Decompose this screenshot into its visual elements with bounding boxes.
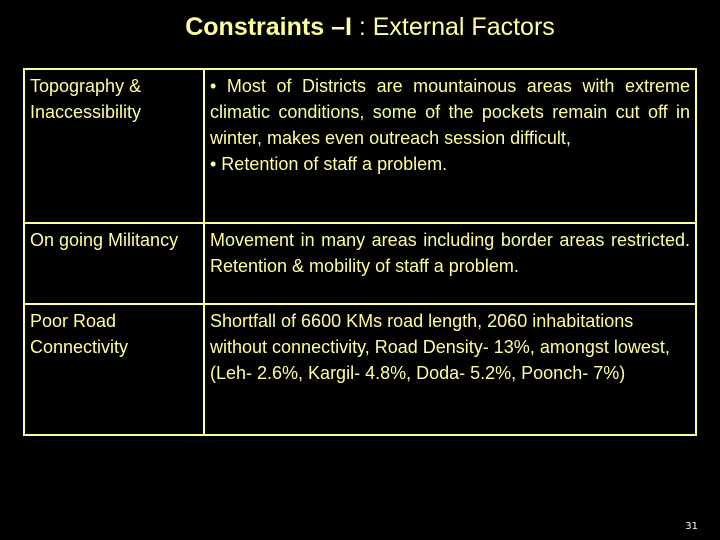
detail-cell — [204, 223, 696, 304]
detail-bullet: • Most of Districts are mountainous areas with extreme climatic conditions, some of the pockets remain cut off in winter, makes even outreach session difficult, — [210, 76, 690, 148]
title-rest-part: : External Factors — [351, 13, 555, 41]
detail-cell — [204, 69, 696, 223]
detail-text: Movement in many areas including border areas restricted. Retention & mobility of staff a problem. — [210, 230, 690, 276]
title-bold-part: Constraints –I — [185, 13, 352, 41]
table-row — [24, 304, 696, 435]
factor-label: On going Militancy — [30, 230, 179, 250]
page-number: 31 — [685, 521, 698, 532]
factor-cell — [24, 304, 204, 435]
table-row — [24, 69, 696, 223]
detail-bullet: • Retention of staff a problem. — [210, 154, 448, 174]
factor-cell — [24, 69, 204, 223]
detail-text: Shortfall of 6600 KMs road length, 2060 inhabitations without connectivity, Road Density- 13%, amongst lowest, (Leh- 2.6%, Kargil- 4.8%, Doda- 5.2%, Poonch- 7%) — [210, 311, 670, 383]
table-row — [24, 223, 696, 304]
external-factors-table — [23, 68, 697, 436]
factor-label: Poor Road Connectivity — [30, 311, 129, 357]
factor-cell — [24, 223, 204, 304]
factor-label: Topography & Inaccessibility — [30, 76, 142, 122]
slide-title — [0, 10, 720, 44]
detail-cell — [204, 304, 696, 435]
